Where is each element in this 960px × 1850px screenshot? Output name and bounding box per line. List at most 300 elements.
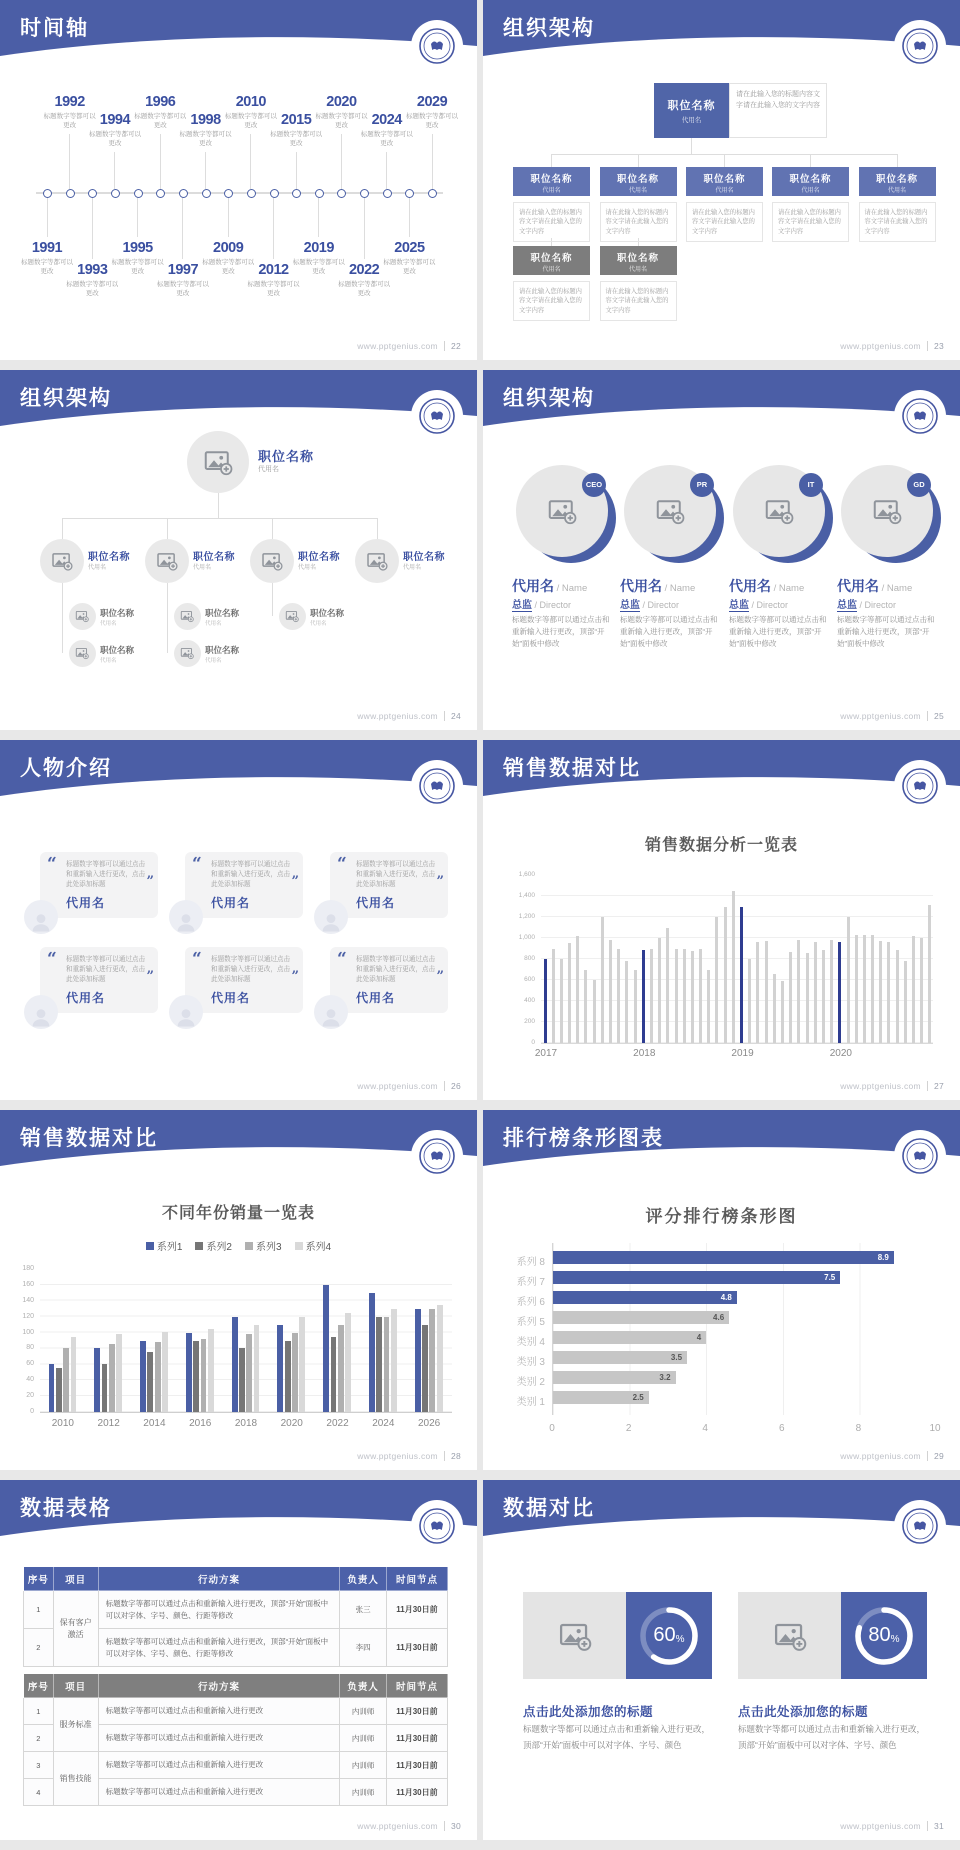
org-node-title: 职位名称 xyxy=(616,174,659,185)
footer-site: www.pptgenius.com xyxy=(357,1821,438,1831)
x-axis-tick-label: 2010 xyxy=(51,1418,74,1429)
chart-plot-area xyxy=(552,1243,936,1415)
slide-footer xyxy=(840,341,944,351)
person-quote-card[interactable] xyxy=(40,852,158,918)
category-label: 系列 6 xyxy=(516,1297,545,1308)
org-gray-node-box xyxy=(600,246,677,275)
bar-value-label: 4 xyxy=(696,1333,702,1342)
slide-footer xyxy=(840,1081,944,1091)
timeline-caption: 标题数字等都可以更改 xyxy=(406,113,459,130)
legend-item xyxy=(195,1238,232,1253)
slide-timeline[interactable] xyxy=(0,0,477,360)
cell-due: 11月30日前 xyxy=(386,1752,447,1779)
connector-line xyxy=(92,197,93,259)
org-node-box xyxy=(772,167,849,196)
org-node-title: 职位名称 xyxy=(703,174,746,185)
bar xyxy=(338,1325,344,1412)
connector-line xyxy=(69,134,70,189)
card-name: 代用名 xyxy=(66,991,106,1005)
card-name: 代用名 xyxy=(356,896,396,910)
y-axis-tick-label: 1,600 xyxy=(518,871,535,878)
bar xyxy=(553,1371,676,1384)
timeline-node xyxy=(202,189,211,198)
person-name: 代用名 xyxy=(729,578,771,594)
timeline-year: 2025 xyxy=(394,240,425,256)
bar xyxy=(208,1329,214,1412)
bar xyxy=(584,970,587,1044)
connector-line xyxy=(62,518,377,519)
image-placeholder-icon xyxy=(180,609,194,623)
progress-value xyxy=(626,1592,712,1679)
photo-circle xyxy=(40,539,84,583)
table xyxy=(23,1566,448,1667)
bar xyxy=(544,959,547,1043)
photo-circle xyxy=(174,640,201,667)
connector-line xyxy=(137,197,138,237)
bar xyxy=(822,950,825,1043)
footer-site: www.pptgenius.com xyxy=(840,1081,921,1091)
bar xyxy=(376,1317,382,1412)
photo-circle xyxy=(279,603,306,630)
person-name-en: / Name xyxy=(662,583,696,594)
slide-title: 数据表格 xyxy=(20,1497,112,1520)
slide-footer xyxy=(840,711,944,721)
bar xyxy=(658,938,661,1043)
connector-line xyxy=(386,152,387,189)
x-axis-tick-label: 2014 xyxy=(143,1418,166,1429)
person-silhouette-icon xyxy=(29,910,53,934)
slide-people-intro[interactable] xyxy=(0,740,477,1100)
card-text: 标题数字等都可以通过点击和重新输入进行更改，点击此处添加标题 xyxy=(66,956,146,983)
bar xyxy=(920,938,923,1043)
category-label: 系列 5 xyxy=(516,1317,545,1328)
panel-title[interactable]: 点击此处添加您的标题 xyxy=(738,1705,869,1719)
avatar xyxy=(169,900,203,934)
bar xyxy=(553,1391,649,1404)
bar xyxy=(814,942,817,1043)
connector-line xyxy=(167,518,168,539)
org-root-box xyxy=(654,83,729,138)
org-node-sub: 代用名 xyxy=(88,565,107,571)
bar xyxy=(847,917,850,1043)
org-root-sub: 代用名 xyxy=(681,117,702,124)
footer-site: www.pptgenius.com xyxy=(840,711,921,721)
table-header-cell: 时间节点 xyxy=(386,1674,447,1698)
image-placeholder-icon xyxy=(558,1619,592,1653)
y-axis-tick-label: 60 xyxy=(26,1360,34,1368)
person-name-line xyxy=(729,576,837,596)
bar xyxy=(838,942,841,1043)
category-label: 类别 2 xyxy=(516,1377,545,1388)
slide-title: 人物介绍 xyxy=(20,757,112,780)
image-placeholder-icon xyxy=(366,550,388,572)
timeline-caption: 标题数字等都可以更改 xyxy=(21,259,73,276)
table-row xyxy=(24,1752,448,1779)
connector-line xyxy=(724,154,725,167)
bar xyxy=(625,961,628,1043)
person-role-line xyxy=(837,595,945,613)
person-quote-card[interactable] xyxy=(185,947,303,1013)
legend-item xyxy=(295,1238,332,1253)
slide-footer xyxy=(840,1451,944,1461)
image-placeholder-icon xyxy=(180,646,194,660)
connector-line xyxy=(160,134,161,189)
bar xyxy=(109,1344,115,1412)
y-axis-tick-label: 140 xyxy=(22,1296,34,1304)
y-axis-tick-label: 400 xyxy=(524,997,535,1004)
bar xyxy=(116,1334,122,1412)
org-node-title: 职位名称 xyxy=(616,253,659,264)
person-desc: 标题数字等都可以通过点击和重新输入进行更改，顶部“开始”面板中修改 xyxy=(837,615,935,648)
table-row xyxy=(24,1591,448,1629)
bar xyxy=(675,949,678,1044)
slide-sales-grouped-chart[interactable] xyxy=(0,1110,477,1470)
avatar xyxy=(169,995,203,1029)
connector-line xyxy=(318,197,319,237)
connector-line xyxy=(62,583,63,653)
person-role: 总监 xyxy=(729,600,749,611)
connector-line xyxy=(250,134,251,189)
image-placeholder-icon xyxy=(764,496,794,526)
x-axis-tick-label: 2020 xyxy=(829,1048,852,1059)
bar xyxy=(49,1364,55,1412)
connector-line xyxy=(272,583,273,616)
timeline-year: 1996 xyxy=(145,94,176,110)
card-name: 代用名 xyxy=(211,896,251,910)
cell-owner: 张三 xyxy=(340,1591,387,1629)
person-role-line xyxy=(729,595,837,613)
person-role: 总监 xyxy=(837,600,857,611)
slide-sales-data-chart[interactable] xyxy=(483,740,960,1100)
slide-content xyxy=(0,810,477,1100)
chart-title: 评分排行榜条形图 xyxy=(645,1207,798,1226)
person-quote-card[interactable] xyxy=(185,852,303,918)
timeline-year: 1993 xyxy=(77,262,108,278)
bar xyxy=(666,928,669,1044)
bar xyxy=(391,1309,397,1412)
image-placeholder-box xyxy=(738,1592,841,1679)
bar xyxy=(855,935,858,1043)
timeline-node xyxy=(43,189,52,198)
connector-line xyxy=(638,154,639,167)
person-quote-card[interactable] xyxy=(40,947,158,1013)
category-label: 类别 1 xyxy=(516,1397,545,1408)
org-node-box xyxy=(600,167,677,196)
cell-no: 4 xyxy=(24,1779,54,1806)
table-header-cell: 负责人 xyxy=(340,1567,387,1591)
footer-site: www.pptgenius.com xyxy=(357,1081,438,1091)
avatar xyxy=(314,995,348,1029)
avatar xyxy=(314,900,348,934)
school-logo-icon xyxy=(894,760,946,812)
timeline-node xyxy=(156,189,165,198)
card-name: 代用名 xyxy=(66,896,106,910)
timeline-node xyxy=(428,189,437,198)
person-silhouette-icon xyxy=(319,910,343,934)
cell-project: 保有客户激活 xyxy=(53,1591,98,1667)
slide-title: 组织架构 xyxy=(503,387,595,410)
data-table-gray xyxy=(23,1673,448,1806)
org-node-title: 职位名称 xyxy=(298,552,340,563)
y-axis-tick-label: 180 xyxy=(22,1265,34,1272)
person-quote-card[interactable] xyxy=(330,852,448,918)
org-node-sub: 代用名 xyxy=(542,188,561,194)
org-node-sub: 代用名 xyxy=(628,267,647,273)
close-quote-icon: ” xyxy=(146,969,154,984)
org-node-title: 职位名称 xyxy=(530,174,573,185)
y-axis-tick-label: 200 xyxy=(524,1018,535,1025)
bar xyxy=(634,970,637,1044)
image-placeholder-icon xyxy=(75,646,89,660)
close-quote-icon: ” xyxy=(146,874,154,889)
org-node-title: 职位名称 xyxy=(530,253,573,264)
connector-line xyxy=(62,518,63,539)
close-quote-icon: ” xyxy=(291,969,299,984)
photo-circle xyxy=(174,603,201,630)
card-name: 代用名 xyxy=(211,991,251,1005)
slide-org-chart-photos[interactable] xyxy=(0,370,477,730)
panel-title[interactable]: 点击此处添加您的标题 xyxy=(523,1705,654,1719)
table-header-cell: 项目 xyxy=(53,1674,98,1698)
timeline-year: 1991 xyxy=(31,240,63,256)
footer-page-number: 25 xyxy=(927,711,944,721)
org-node-desc: 请在此输入您的标题内容文字请在此输入您的文字内容 xyxy=(600,281,677,321)
table-header-cell: 序号 xyxy=(24,1567,54,1591)
slide-content xyxy=(0,1180,477,1470)
person-role-line xyxy=(620,595,728,613)
bar xyxy=(186,1333,192,1412)
cell-owner: 内训师 xyxy=(340,1698,387,1725)
org-node-desc: 请在此输入您的标题内容文字请在此输入您的文字内容 xyxy=(513,281,590,321)
bar xyxy=(552,949,555,1044)
timeline-caption: 标题数字等都可以更改 xyxy=(224,113,277,130)
cell-due: 11月30日前 xyxy=(386,1591,447,1629)
bar xyxy=(691,951,694,1043)
image-placeholder-icon xyxy=(547,496,577,526)
cell-owner: 内训师 xyxy=(340,1752,387,1779)
timeline-year: 1995 xyxy=(122,240,153,256)
person-role-en: / Director xyxy=(640,600,680,610)
table-header-cell: 序号 xyxy=(24,1674,54,1698)
bar xyxy=(707,970,710,1044)
bar xyxy=(593,980,596,1043)
timeline-caption: 标题数字等都可以更改 xyxy=(270,131,323,148)
chart-title: 不同年份销量一览表 xyxy=(161,1205,315,1222)
slide-title: 销售数据对比 xyxy=(20,1127,158,1150)
image-placeholder-icon xyxy=(75,609,89,623)
x-axis-tick-label: 2016 xyxy=(189,1418,212,1429)
footer-page-number: 31 xyxy=(927,1821,944,1831)
legend-label: 系列2 xyxy=(206,1242,232,1253)
legend-swatch xyxy=(146,1242,154,1250)
card-text: 标题数字等都可以通过点击和重新输入进行更改，点击此处添加标题 xyxy=(66,861,146,888)
timeline-caption: 标题数字等都可以更改 xyxy=(360,131,413,148)
bar xyxy=(609,940,612,1043)
x-axis-tick-label: 2012 xyxy=(97,1418,120,1429)
timeline-node xyxy=(111,189,120,198)
timeline-item xyxy=(380,240,438,276)
person-role-en: / Director xyxy=(749,600,789,610)
footer-site: www.pptgenius.com xyxy=(840,1451,921,1461)
connector-line xyxy=(182,197,183,259)
cell-due: 11月30日前 xyxy=(386,1725,447,1752)
bar xyxy=(863,935,866,1043)
school-logo-icon xyxy=(411,760,463,812)
school-logo-icon xyxy=(411,1130,463,1182)
person-desc: 标题数字等都可以通过点击和重新输入进行更改，顶部“开始”面板中修改 xyxy=(729,615,827,648)
x-axis-tick-label: 2 xyxy=(625,1423,632,1434)
progress-unit: % xyxy=(675,1633,685,1645)
person-name-en: / Name xyxy=(771,583,805,594)
bar-value-label: 4.6 xyxy=(713,1313,725,1322)
bar xyxy=(422,1325,428,1412)
bar xyxy=(147,1352,153,1412)
person-name-line xyxy=(620,576,728,596)
bar xyxy=(601,917,604,1043)
y-axis-tick-label: 600 xyxy=(524,976,535,983)
bar xyxy=(384,1317,390,1412)
bar xyxy=(797,940,800,1043)
connector-line xyxy=(409,197,410,237)
open-quote-icon: “ xyxy=(337,854,347,874)
avatar xyxy=(24,900,58,934)
timeline-node xyxy=(292,189,301,198)
school-logo-icon xyxy=(894,1500,946,1552)
bar xyxy=(553,1291,737,1304)
org-node-desc: 请在此输入您的标题内容文字请在此输入您的文字内容 xyxy=(686,202,763,242)
cell-plan: 标题数字等都可以通过点击和重新输入进行更改，顶部“开始”面板中可以对字体、字号、颜色、行距等修改 xyxy=(98,1629,340,1667)
legend-swatch xyxy=(245,1242,253,1250)
bar xyxy=(193,1341,199,1413)
x-axis-tick-label: 2020 xyxy=(280,1418,303,1429)
cell-no: 3 xyxy=(24,1752,54,1779)
timeline-year: 2019 xyxy=(303,240,334,256)
image-placeholder-icon xyxy=(655,496,685,526)
org-leaf-sub: 代用名 xyxy=(100,621,117,627)
image-placeholder-icon xyxy=(261,550,283,572)
person-desc: 标题数字等都可以通过点击和重新输入进行更改，顶部“开始”面板中修改 xyxy=(620,615,718,648)
timeline-caption: 标题数字等都可以更改 xyxy=(156,281,209,298)
open-quote-icon: “ xyxy=(337,949,347,969)
slide-org-chart-boxes[interactable] xyxy=(483,0,960,360)
bar-value-label: 8.9 xyxy=(877,1253,889,1262)
bar xyxy=(830,940,833,1043)
bar xyxy=(699,949,702,1044)
timeline-node xyxy=(224,189,233,198)
connector-line xyxy=(691,138,692,154)
footer-page-number: 29 xyxy=(927,1451,944,1461)
person-name: 代用名 xyxy=(620,578,662,594)
person-silhouette-icon xyxy=(29,1005,53,1029)
org-node-sub: 代用名 xyxy=(403,565,422,571)
connector-line xyxy=(205,152,206,189)
y-axis-tick-label: 20 xyxy=(26,1392,34,1400)
bar xyxy=(756,942,759,1043)
slide-content xyxy=(0,440,477,730)
footer-site: www.pptgenius.com xyxy=(840,1821,921,1831)
slide-footer xyxy=(840,1821,944,1831)
timeline-year: 1994 xyxy=(99,112,131,128)
bar xyxy=(553,1271,840,1284)
org-leaf-sub: 代用名 xyxy=(100,658,117,664)
cell-no: 2 xyxy=(24,1725,54,1752)
org-node-desc: 请在此输入您的标题内容文字请在此输入您的文字内容 xyxy=(859,202,936,242)
bar xyxy=(740,907,743,1044)
timeline-node xyxy=(179,189,188,198)
y-axis-tick-label: 1,200 xyxy=(518,913,535,920)
person-role-line xyxy=(512,595,620,613)
timeline-caption: 标题数字等都可以更改 xyxy=(202,259,255,276)
org-node-sub: 代用名 xyxy=(801,188,820,194)
org-node-box xyxy=(513,167,590,196)
timeline-caption: 标题数字等都可以更改 xyxy=(315,113,368,130)
slide-footer xyxy=(357,1821,461,1831)
role-badge: CEO xyxy=(582,473,606,497)
table xyxy=(23,1673,448,1806)
bar xyxy=(896,950,899,1043)
cell-due: 11月30日前 xyxy=(386,1779,447,1806)
org-node-sub: 代用名 xyxy=(628,188,647,194)
panel-text: 标题数字等都可以通过点击和重新输入进行更改，顶部“开始”面板中可以对字体、字号、颜色 xyxy=(738,1724,926,1750)
slide-footer xyxy=(357,711,461,721)
progress-value xyxy=(841,1592,927,1679)
cell-due: 11月30日前 xyxy=(386,1698,447,1725)
y-axis-tick-label: 80 xyxy=(26,1344,34,1352)
slide-data-compare[interactable] xyxy=(483,1480,960,1840)
slide-ranking-bar-chart[interactable] xyxy=(483,1110,960,1470)
bar xyxy=(254,1325,260,1412)
org-node-desc: 请在此输入您的标题内容文字请在此输入您的文字内容 xyxy=(772,202,849,242)
category-label: 系列 8 xyxy=(516,1257,545,1268)
bar xyxy=(429,1309,435,1412)
slide-content xyxy=(483,440,960,730)
org-leaf-sub: 代用名 xyxy=(205,621,222,627)
y-axis-tick-label: 0 xyxy=(531,1039,535,1046)
org-node-sub: 代用名 xyxy=(715,188,734,194)
bar xyxy=(71,1337,77,1412)
table-header-cell: 负责人 xyxy=(340,1674,387,1698)
org-node-sub: 代用名 xyxy=(887,188,906,194)
y-axis-tick-label: 1,400 xyxy=(518,892,535,899)
bar xyxy=(773,974,776,1043)
org-leaf-title: 职位名称 xyxy=(205,608,240,618)
role-badge: PR xyxy=(690,473,714,497)
progress-number: 80 xyxy=(868,1624,891,1646)
bar xyxy=(781,981,784,1043)
slide-data-tables[interactable] xyxy=(0,1480,477,1840)
x-axis-tick-label: 2017 xyxy=(534,1048,558,1059)
legend-swatch xyxy=(195,1242,203,1250)
progress-unit: % xyxy=(890,1633,900,1645)
timeline-year: 2029 xyxy=(416,94,448,110)
org-node-desc: 请在此输入您的标题内容文字请在此输入您的文字内容 xyxy=(600,202,677,242)
progress-box xyxy=(841,1592,927,1679)
org-leaf-title: 职位名称 xyxy=(100,645,135,655)
person-quote-card[interactable] xyxy=(330,947,448,1013)
bar xyxy=(246,1334,252,1412)
slide-org-chart-directors[interactable] xyxy=(483,370,960,730)
cell-owner: 内训师 xyxy=(340,1779,387,1806)
timeline-caption: 标题数字等都可以更改 xyxy=(338,281,391,298)
bar xyxy=(912,936,915,1043)
school-logo-icon xyxy=(411,1500,463,1552)
bar xyxy=(553,1311,729,1324)
timeline-caption: 标题数字等都可以更改 xyxy=(247,281,300,298)
person-silhouette-icon xyxy=(174,910,198,934)
timeline-node xyxy=(247,189,256,198)
chart-legend xyxy=(0,1238,477,1253)
bar xyxy=(415,1309,421,1412)
